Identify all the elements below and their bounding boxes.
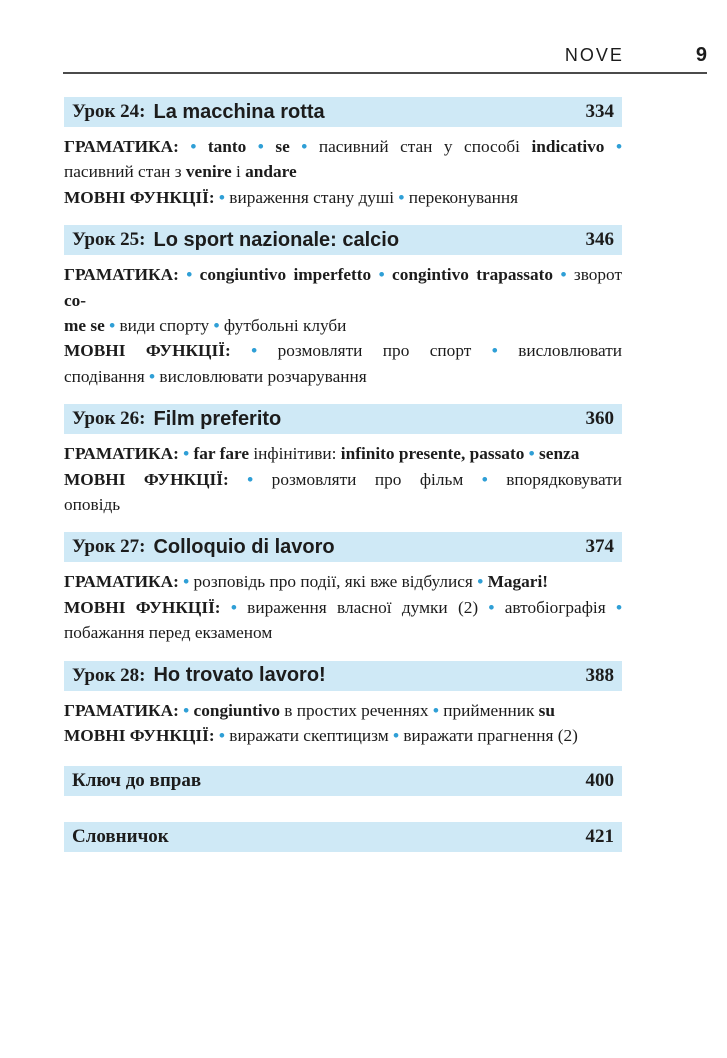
text-segment: інфінітиви:: [253, 444, 341, 464]
text-segment: co-: [64, 290, 87, 310]
toc-lesson: [64, 661, 622, 749]
bullet-dot-icon: •: [213, 316, 220, 336]
text-segment: в простих реченнях: [284, 700, 433, 720]
text-segment: футбольні клуби: [219, 316, 347, 336]
text-segment: ГРАМАТИКА:: [64, 265, 187, 285]
text-segment: indicativo: [531, 137, 616, 156]
bullet-dot-icon: •: [186, 265, 193, 285]
text-segment: senza: [534, 444, 580, 464]
toc-extra: [64, 766, 622, 796]
text-segment: пасивний стан у способі: [307, 137, 532, 156]
text-segment: вираження власної думки (2): [236, 597, 489, 617]
description-paragraph: [64, 262, 622, 338]
text-line: [64, 185, 622, 210]
text-segment: пасивний стан з: [64, 162, 186, 182]
bullet-dot-icon: •: [109, 316, 116, 336]
description-paragraph: [64, 185, 622, 210]
lesson-page-number: 346: [585, 229, 614, 251]
lesson-title: Lo sport nazionale: calcio: [153, 228, 400, 251]
text-segment: venire: [185, 162, 232, 182]
bullet-dot-icon: •: [615, 597, 623, 617]
text-line: [64, 467, 622, 492]
lesson-band: [64, 97, 622, 127]
text-line: [64, 492, 622, 517]
lesson-page-number: 388: [585, 664, 614, 686]
lesson-band: [64, 532, 622, 562]
bullet-dot-icon: •: [432, 700, 439, 720]
text-line: [64, 441, 622, 466]
text-line: [64, 262, 622, 313]
bullet-dot-icon: •: [218, 187, 225, 207]
bullet-dot-icon: •: [183, 572, 190, 592]
text-line: [64, 338, 622, 363]
text-segment: Magari!: [483, 572, 549, 592]
lesson-label: Урок 25:: [72, 229, 146, 251]
text-segment: tanto: [196, 137, 258, 156]
running-title: NOVE: [564, 45, 624, 65]
description-paragraph: [64, 723, 622, 748]
lesson-label: Урок 24:: [72, 101, 146, 122]
text-segment: МОВНІ ФУНКЦІЇ:: [64, 726, 219, 746]
description-paragraph: [64, 338, 622, 389]
text-segment: види спорту: [115, 316, 214, 336]
bullet-dot-icon: •: [393, 726, 400, 746]
text-segment: впорядковувати: [487, 469, 622, 489]
bullet-dot-icon: •: [560, 265, 567, 285]
running-head-row: [63, 44, 707, 67]
lesson-title: La macchina rotta: [153, 100, 325, 123]
lesson-page-number: 360: [585, 408, 614, 430]
text-segment: розповідь про події, які вже відбулися: [189, 572, 478, 592]
bullet-dot-icon: •: [247, 469, 254, 489]
text-segment: розмовляти про фільм: [253, 469, 482, 489]
bullet-dot-icon: •: [183, 444, 190, 464]
lesson-description: [64, 134, 622, 210]
extra-title: Словничок: [72, 825, 169, 847]
text-segment: se: [263, 137, 302, 156]
toc-lesson: [64, 225, 622, 389]
description-paragraph: [64, 595, 622, 646]
lesson-description: [64, 262, 622, 389]
page-header: [63, 0, 707, 74]
lesson-description: [64, 441, 622, 517]
lesson-title: Colloquio di lavoro: [153, 535, 335, 558]
text-line: [64, 569, 622, 594]
bullet-dot-icon: •: [218, 726, 225, 746]
header-rule: [63, 72, 707, 74]
text-segment: ГРАМАТИКА:: [64, 137, 191, 156]
text-segment: прийменник: [438, 700, 539, 720]
bullet-dot-icon: •: [183, 700, 190, 720]
text-segment: і: [231, 162, 246, 182]
text-segment: МОВНІ ФУНКЦІЇ:: [64, 341, 252, 361]
text-segment: автобіографія: [494, 597, 616, 617]
description-paragraph: [64, 698, 622, 723]
text-segment: висловлювати розчарування: [155, 366, 367, 386]
text-segment: МОВНІ ФУНКЦІЇ:: [64, 469, 248, 489]
toc-lesson: [64, 532, 622, 645]
extra-band: [64, 766, 622, 796]
page-number: 9: [695, 44, 707, 66]
bullet-dot-icon: •: [257, 137, 264, 156]
lesson-label: Урок 26:: [72, 408, 146, 430]
bullet-dot-icon: •: [477, 572, 484, 592]
bullet-dot-icon: •: [488, 597, 495, 617]
bullet-dot-icon: •: [528, 444, 535, 464]
text-segment: сподівання: [64, 366, 150, 386]
text-segment: ГРАМАТИКА:: [64, 700, 184, 720]
description-paragraph: [64, 441, 622, 466]
lesson-band: [64, 225, 622, 255]
text-segment: congintivo trapassato: [384, 265, 561, 285]
bullet-dot-icon: •: [378, 265, 385, 285]
bullet-dot-icon: •: [615, 137, 622, 156]
text-line: [64, 595, 622, 620]
bullet-dot-icon: •: [301, 137, 308, 156]
lesson-label: Урок 28:: [72, 664, 146, 686]
text-line: [64, 364, 622, 389]
bullet-dot-icon: •: [251, 341, 258, 361]
text-segment: виражати скептицизм: [224, 726, 393, 746]
toc-lesson: [64, 404, 622, 517]
toc: [64, 97, 622, 852]
text-segment: andare: [245, 162, 297, 182]
lesson-title: Film preferito: [153, 407, 282, 430]
text-segment: висловлювати: [497, 341, 622, 361]
lesson-band: [64, 404, 622, 434]
text-segment: ГРАМАТИКА:: [64, 572, 184, 592]
lesson-description: [64, 698, 622, 749]
text-segment: розмовляти про спорт: [257, 341, 492, 361]
text-segment: МОВНІ ФУНКЦІЇ:: [64, 597, 231, 617]
text-line: [64, 620, 622, 645]
text-segment: вираження стану душі: [224, 187, 399, 207]
text-segment: побажання перед екзаменом: [64, 623, 273, 643]
text-segment: far fare: [189, 444, 254, 464]
text-line: [64, 134, 622, 159]
bullet-dot-icon: •: [481, 469, 488, 489]
bullet-dot-icon: •: [230, 597, 237, 617]
text-segment: su: [538, 700, 556, 720]
text-segment: congiuntivo: [189, 700, 285, 720]
extra-band: [64, 822, 622, 852]
text-segment: виражати прагнення (2): [399, 726, 578, 746]
text-segment: me se: [64, 316, 110, 336]
lesson-description: [64, 569, 622, 645]
text-line: [64, 698, 622, 723]
extra-page-number: 400: [585, 769, 614, 791]
bullet-dot-icon: •: [398, 187, 405, 207]
lesson-band: [64, 661, 622, 691]
description-paragraph: [64, 134, 622, 185]
text-line: [64, 313, 622, 338]
text-segment: МОВНІ ФУНКЦІЇ:: [64, 187, 219, 207]
toc-lesson: [64, 97, 622, 210]
toc-extra: [64, 822, 622, 852]
text-segment: оповідь: [64, 495, 121, 515]
text-segment: зворот: [566, 265, 623, 285]
bullet-dot-icon: •: [149, 366, 156, 386]
description-paragraph: [64, 569, 622, 594]
lesson-page-number: 334: [585, 101, 614, 122]
text-segment: переконування: [404, 187, 519, 207]
text-segment: ГРАМАТИКА:: [64, 444, 184, 464]
text-segment: infinito presente, passato: [340, 444, 529, 464]
text-line: [64, 723, 622, 748]
extra-title: Ключ до вправ: [72, 769, 202, 791]
extra-page-number: 421: [585, 825, 614, 847]
text-segment: congiuntivo imperfetto: [192, 265, 379, 285]
lesson-label: Урок 27:: [72, 536, 146, 558]
bullet-dot-icon: •: [491, 341, 498, 361]
description-paragraph: [64, 467, 622, 518]
bullet-dot-icon: •: [190, 137, 197, 156]
text-line: [64, 159, 622, 184]
lesson-title: Ho trovato lavoro!: [153, 664, 326, 687]
lesson-page-number: 374: [585, 536, 614, 558]
